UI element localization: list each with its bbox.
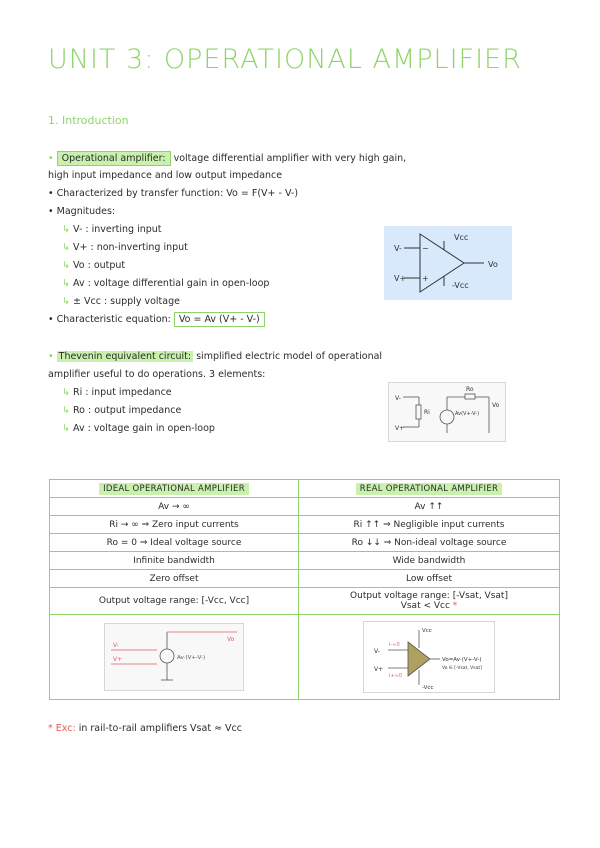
svg-text:Vo ∈ [-Vsat, Vsat]: Vo ∈ [-Vsat, Vsat] xyxy=(442,666,482,671)
opamp-symbol-figure xyxy=(384,226,512,300)
thevenin-line1: • Thevenin equivalent circuit: simplified electric model of operational xyxy=(48,351,383,362)
table-row: Av → ∞ Av ↑↑ xyxy=(50,498,560,516)
svg-text:I+≈0: I+≈0 xyxy=(389,673,403,679)
magnitudes-label: Magnitudes: xyxy=(56,206,116,217)
table-header-row xyxy=(50,480,560,498)
ideal-header: IDEAL OPERATIONAL AMPLIFIER xyxy=(99,483,249,495)
table-row-output-range xyxy=(50,588,560,615)
magnitude-item: ↳ Vo : output xyxy=(62,260,126,271)
section-heading-introduction: 1. Introduction xyxy=(48,114,129,127)
transfer-function: Characterized by transfer function: Vo = F(V+ - V-) xyxy=(56,188,299,199)
ideal-range: Output voltage range: [-Vcc, Vcc] xyxy=(50,588,299,615)
svg-text:V+: V+ xyxy=(395,425,405,432)
svg-text:-Vcc: -Vcc xyxy=(422,685,434,691)
opamp-symbol-svg xyxy=(384,226,512,300)
thevenin-def-1: simplified electric model of operational xyxy=(196,351,383,362)
svg-text:V-: V- xyxy=(113,642,119,649)
table-row: Zero offset Low offset xyxy=(50,570,560,588)
thevenin-element: ↳ Ro : output impedance xyxy=(62,405,182,416)
ideal-opamp-figure xyxy=(104,623,244,691)
opamp-def-1: voltage differential amplifier with very high gain, xyxy=(173,153,407,164)
footnote xyxy=(48,723,242,735)
footnote-marker: * Exc: xyxy=(48,723,76,734)
thevenin-figure xyxy=(388,382,506,442)
table-row-figures xyxy=(50,615,560,700)
table-row: Ro = 0 ⇒ Ideal voltage source Ro ↓↓ ⇒ Non-ideal voltage source xyxy=(50,534,560,552)
vcc-top-label: Vcc xyxy=(454,233,469,242)
svg-text:I-≈0: I-≈0 xyxy=(389,642,400,648)
magnitude-item: ↳ V- : inverting input xyxy=(62,224,162,235)
opamp-term: Operational amplifier: xyxy=(57,151,171,166)
svg-text:Av(V+-V-): Av(V+-V-) xyxy=(455,411,480,417)
svg-text:Ro: Ro xyxy=(466,386,474,393)
real-opamp-svg xyxy=(364,622,494,692)
svg-text:Vo: Vo xyxy=(492,402,500,409)
svg-text:Vo=Av·(V+-V-): Vo=Av·(V+-V-) xyxy=(442,657,482,663)
svg-text:V-: V- xyxy=(395,395,401,402)
svg-text:Vcc: Vcc xyxy=(422,628,432,634)
in-plus-label: V+ xyxy=(394,274,407,283)
real-header: REAL OPERATIONAL AMPLIFIER xyxy=(356,483,502,495)
opamp-definition-line1: • Operational amplifier: voltage differential amplifier with very high gain, xyxy=(48,153,407,164)
minus-sign: − xyxy=(422,244,429,253)
plus-sign: + xyxy=(422,274,429,283)
thevenin-def-2: amplifier useful to do operations. 3 elements: xyxy=(48,369,266,380)
ideal-opamp-svg xyxy=(105,624,243,690)
svg-text:V-: V- xyxy=(374,648,380,655)
char-eq-label: Characteristic equation: xyxy=(56,314,171,325)
table-row: Ri → ∞ ⇒ Zero input currents Ri ↑↑ ⇒ Negligible input currents xyxy=(50,516,560,534)
vcc-bottom-label: -Vcc xyxy=(452,281,469,290)
magnitude-item: ↳ Av : voltage differential gain in open-loop xyxy=(62,278,270,289)
comparison-table xyxy=(49,479,560,700)
thevenin-element: ↳ Av : voltage gain in open-loop xyxy=(62,423,215,434)
svg-text:Ri: Ri xyxy=(424,409,430,416)
transfer-function-line: • Characterized by transfer function: Vo = F(V+ - V-) xyxy=(48,188,299,199)
footnote-text: in rail-to-rail amplifiers Vsat ≈ Vcc xyxy=(78,723,242,734)
svg-text:V+: V+ xyxy=(374,666,384,673)
table-row: Infinite bandwidth Wide bandwidth xyxy=(50,552,560,570)
svg-text:Av·(V+-V-): Av·(V+-V-) xyxy=(177,655,206,661)
characteristic-equation-line: • Characteristic equation: Vo = Av (V+ - V-) xyxy=(48,314,265,326)
real-opamp-figure xyxy=(363,621,495,693)
out-label: Vo xyxy=(488,260,498,269)
thevenin-element: ↳ Ri : input impedance xyxy=(62,387,172,398)
real-range: Output voltage range: [-Vsat, Vsat] Vsat < Vcc * xyxy=(299,588,560,615)
svg-text:Vo: Vo xyxy=(227,636,235,643)
opamp-def-2: high input impedance and low output impedance xyxy=(48,170,283,181)
thevenin-term: Thevenin equivalent circuit: xyxy=(58,351,192,362)
magnitudes-line: • Magnitudes: xyxy=(48,206,116,217)
magnitude-item: ↳ V+ : non-inverting input xyxy=(62,242,188,253)
magnitude-item: ↳ ± Vcc : supply voltage xyxy=(62,296,180,307)
char-eq: Vo = Av (V+ - V-) xyxy=(174,312,265,327)
page-title: UNIT 3: OPERATIONAL AMPLIFIER xyxy=(48,44,522,75)
in-minus-label: V- xyxy=(394,244,402,253)
thevenin-svg xyxy=(389,383,505,441)
svg-text:V+: V+ xyxy=(113,656,123,663)
